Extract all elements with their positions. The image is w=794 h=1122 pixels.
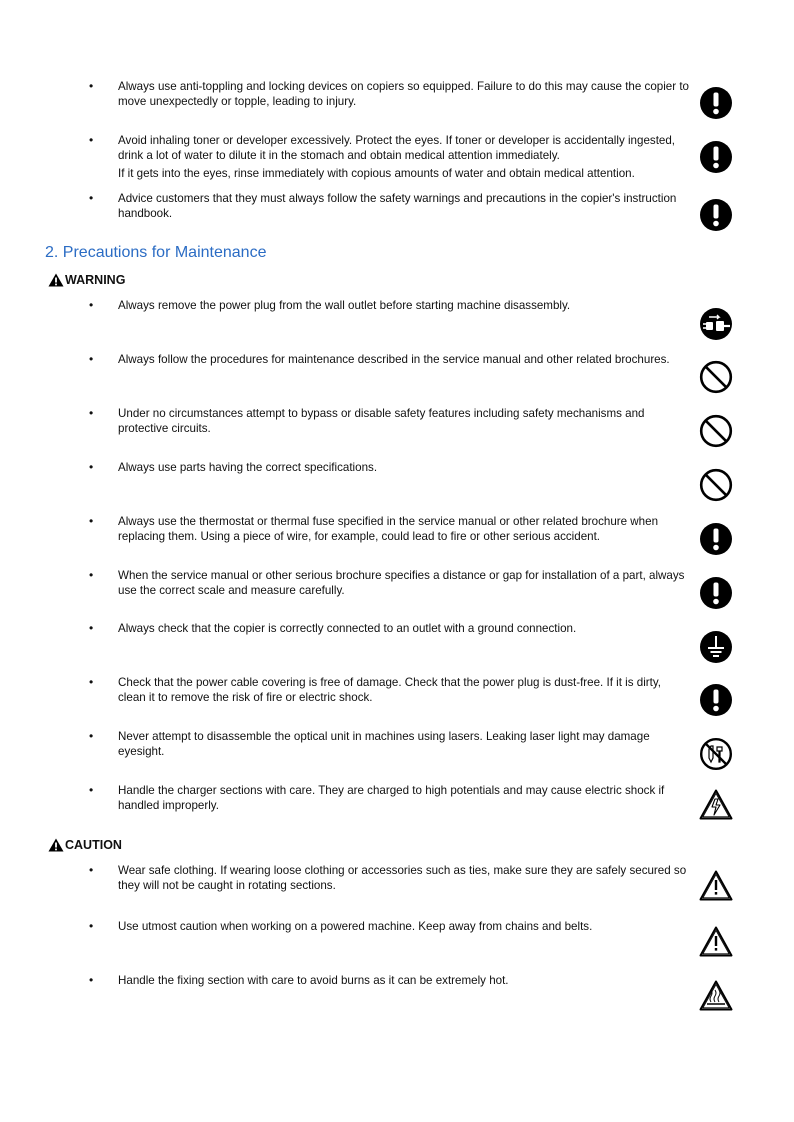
item-text: Always use anti-toppling and locking devices on copiers so equipped. Failure to do this may cause the copier to move unexpectedly or topple, leading to injury. xyxy=(118,80,689,108)
bullet: • xyxy=(89,729,94,743)
mandatory-icon xyxy=(699,576,733,610)
bullet: • xyxy=(89,568,94,582)
bullet: • xyxy=(89,79,94,93)
item-text: Always use parts having the correct specifications. xyxy=(118,461,378,474)
prohibited-icon xyxy=(699,360,733,394)
bullet: • xyxy=(89,675,94,689)
prohibited-icon xyxy=(699,414,733,448)
bullet: • xyxy=(89,514,94,528)
section-title: 2. Precautions for Maintenance xyxy=(45,244,267,261)
general-caution-icon xyxy=(699,869,733,903)
mandatory-icon xyxy=(699,198,733,232)
item-text: Always remove the power plug from the wall outlet before starting machine disassembly. xyxy=(118,299,571,312)
item-text: Wear safe clothing. If wearing loose clothing or accessories such as ties, make sure they are safely secured so they will not be caught in rotating sections. xyxy=(118,864,687,892)
item-text: Never attempt to disassemble the optical unit in machines using lasers. Leaking laser light may damage eyesight. xyxy=(118,730,650,758)
mandatory-icon xyxy=(699,683,733,717)
mandatory-icon xyxy=(699,86,733,120)
bullet: • xyxy=(89,352,94,366)
bullet: • xyxy=(89,783,94,797)
general-caution-icon xyxy=(699,925,733,959)
bullet: • xyxy=(89,919,94,933)
item-text: When the service manual or other serious brochure specifies a distance or gap for installation of a part, always use the correct scale and measure carefully. xyxy=(118,569,685,597)
item-text: Handle the fixing section with care to avoid burns as it can be extremely hot. xyxy=(118,974,509,987)
bullet: • xyxy=(89,406,94,420)
prohibited-icon xyxy=(699,468,733,502)
warning-label: WARNING xyxy=(48,273,125,287)
item-text: Always check that the copier is correctly connected to an outlet with a ground connection. xyxy=(118,622,577,635)
hot-surface-warning-icon xyxy=(699,979,733,1013)
bullet: • xyxy=(89,973,94,987)
item-text: Always use the thermostat or thermal fuse specified in the service manual or other related brochure when replacing them. Using a piece of wire, for example, could lead to fire or other serious accident. xyxy=(118,515,659,543)
unplug-icon xyxy=(699,307,733,341)
bullet: • xyxy=(89,863,94,877)
electric-shock-warning-icon xyxy=(699,788,733,822)
bullet: • xyxy=(89,621,94,635)
warning-triangle-icon xyxy=(48,273,64,287)
caution-triangle-icon xyxy=(48,838,64,852)
ground-icon xyxy=(699,630,733,664)
mandatory-icon xyxy=(699,522,733,556)
item-text: Handle the charger sections with care. They are charged to high potentials and may cause electric shock if handled improperly. xyxy=(118,784,665,812)
bullet: • xyxy=(89,133,94,147)
item-text: Always follow the procedures for maintenance described in the service manual and other related brochures. xyxy=(118,353,670,366)
no-disassembly-icon xyxy=(699,737,733,771)
bullet: • xyxy=(89,191,94,205)
bullet: • xyxy=(89,460,94,474)
item-text: Under no circumstances attempt to bypass or disable safety features including safety mechanisms and protective circuits. xyxy=(118,407,645,435)
caution-label: CAUTION xyxy=(48,838,122,852)
bullet: • xyxy=(89,298,94,312)
item-text: Avoid inhaling toner or developer excessively. Protect the eyes. If toner or developer is accidentally ingested, drink a lot of water to dilute it in the stomach and obtain medical attention immediately. If it gets into the eyes, rinse immediately with copious amounts of water and obtain medical attention. xyxy=(118,134,676,180)
item-text: Check that the power cable covering is free of damage. Check that the power plug is dust-free. If it is dirty, clean it to remove the risk of fire or electric shock. xyxy=(118,676,662,704)
mandatory-icon xyxy=(699,140,733,174)
item-text: Advice customers that they must always follow the safety warnings and precautions in the copier's instruction handbook. xyxy=(118,192,677,220)
item-text: Use utmost caution when working on a powered machine. Keep away from chains and belts. xyxy=(118,920,593,933)
